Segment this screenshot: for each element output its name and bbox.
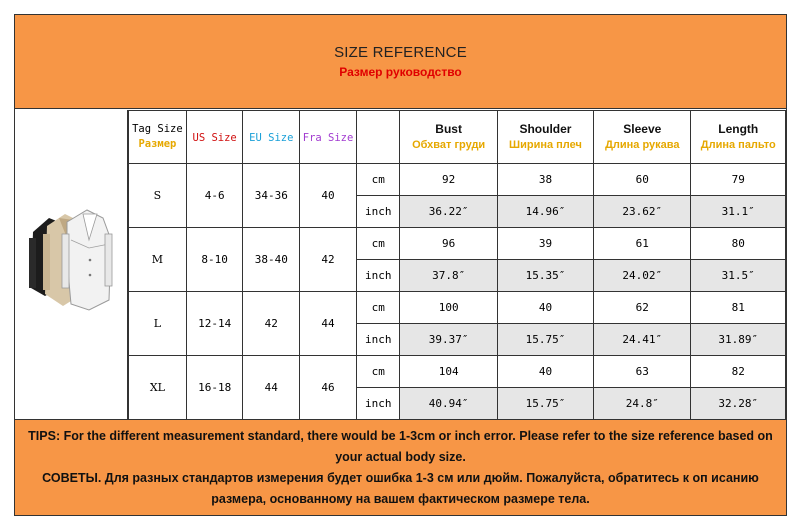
cell-eu: 42 [243, 292, 300, 356]
cell-fra: 44 [300, 292, 357, 356]
table-header-row [129, 111, 786, 164]
table-row [129, 356, 786, 388]
cell-unit-inch: inch [356, 324, 400, 356]
cell-sleeve-inch: 23.62″ [594, 196, 691, 228]
cell-bust-cm: 100 [400, 292, 497, 324]
cell-eu: 44 [243, 356, 300, 420]
cell-length-cm: 79 [691, 164, 786, 196]
cell-unit-cm: cm [356, 164, 400, 196]
cell-length-inch: 32.28″ [691, 388, 786, 420]
tips-panel [15, 419, 786, 515]
cell-unit-inch: inch [356, 388, 400, 420]
cell-sleeve-inch: 24.8″ [594, 388, 691, 420]
col-us-size: US Size [186, 111, 243, 164]
cell-eu: 34-36 [243, 164, 300, 228]
cell-tag: M [129, 228, 187, 292]
cell-us: 4-6 [186, 164, 243, 228]
cell-length-inch: 31.1″ [691, 196, 786, 228]
cell-tag: S [129, 164, 187, 228]
cell-unit-inch: inch [356, 260, 400, 292]
cell-shoulder-inch: 15.35″ [497, 260, 593, 292]
chart-subtitle: Размер руководство [339, 65, 462, 79]
col-bust: Bust Обхват груди [400, 111, 497, 164]
cell-eu: 38-40 [243, 228, 300, 292]
table-row [129, 164, 786, 196]
cell-fra: 46 [300, 356, 357, 420]
jackets-illustration [15, 110, 128, 419]
cell-us: 8-10 [186, 228, 243, 292]
cell-length-cm: 80 [691, 228, 786, 260]
col-eu-size: EU Size [243, 111, 300, 164]
table-row [129, 292, 786, 324]
cell-unit-cm: cm [356, 356, 400, 388]
col-sleeve: Sleeve Длина рукава [594, 111, 691, 164]
cell-sleeve-inch: 24.02″ [594, 260, 691, 292]
cell-bust-cm: 92 [400, 164, 497, 196]
col-length: Length Длина пальто [691, 111, 786, 164]
tips-russian: СОВЕТЫ. Для разных стандартов измерения будет ошибка 1-3 см или дюйм. Пожалуйста, обратитесь к оп исанию размера, основанному на вашем фактическом размере тела. [42, 471, 759, 506]
cell-tag: XL [129, 356, 187, 420]
cell-sleeve-cm: 60 [594, 164, 691, 196]
cell-length-cm: 82 [691, 356, 786, 388]
col-unit [356, 111, 400, 164]
cell-shoulder-cm: 40 [497, 356, 593, 388]
cell-shoulder-inch: 15.75″ [497, 388, 593, 420]
cell-length-cm: 81 [691, 292, 786, 324]
cell-sleeve-inch: 24.41″ [594, 324, 691, 356]
cell-unit-inch: inch [356, 196, 400, 228]
cell-shoulder-cm: 39 [497, 228, 593, 260]
cell-tag: L [129, 292, 187, 356]
table-row [129, 228, 786, 260]
cell-bust-inch: 40.94″ [400, 388, 497, 420]
size-table [128, 110, 786, 420]
size-chart [14, 14, 787, 516]
cell-us: 12-14 [186, 292, 243, 356]
cell-bust-inch: 36.22″ [400, 196, 497, 228]
cell-bust-cm: 96 [400, 228, 497, 260]
chart-header [15, 15, 786, 109]
col-shoulder: Shoulder Ширина плеч [497, 111, 593, 164]
cell-bust-inch: 39.37″ [400, 324, 497, 356]
cell-shoulder-cm: 40 [497, 292, 593, 324]
product-photo [15, 110, 128, 419]
cell-sleeve-cm: 62 [594, 292, 691, 324]
cell-us: 16-18 [186, 356, 243, 420]
cell-bust-inch: 37.8″ [400, 260, 497, 292]
cell-bust-cm: 104 [400, 356, 497, 388]
cell-unit-cm: cm [356, 228, 400, 260]
cell-unit-cm: cm [356, 292, 400, 324]
cell-shoulder-inch: 14.96″ [497, 196, 593, 228]
cell-length-inch: 31.5″ [691, 260, 786, 292]
cell-shoulder-cm: 38 [497, 164, 593, 196]
col-tag-size: Tag Size Размер [129, 111, 187, 164]
cell-fra: 42 [300, 228, 357, 292]
cell-shoulder-inch: 15.75″ [497, 324, 593, 356]
tips-english: TIPS: For the different measurement standard, there would be 1-3cm or inch error. Please refer to the size reference based on your actual body size. [28, 429, 773, 464]
cell-length-inch: 31.89″ [691, 324, 786, 356]
cell-sleeve-cm: 61 [594, 228, 691, 260]
cell-fra: 40 [300, 164, 357, 228]
col-fra-size: Fra Size [300, 111, 357, 164]
cell-sleeve-cm: 63 [594, 356, 691, 388]
chart-title: SIZE REFERENCE [334, 44, 467, 61]
